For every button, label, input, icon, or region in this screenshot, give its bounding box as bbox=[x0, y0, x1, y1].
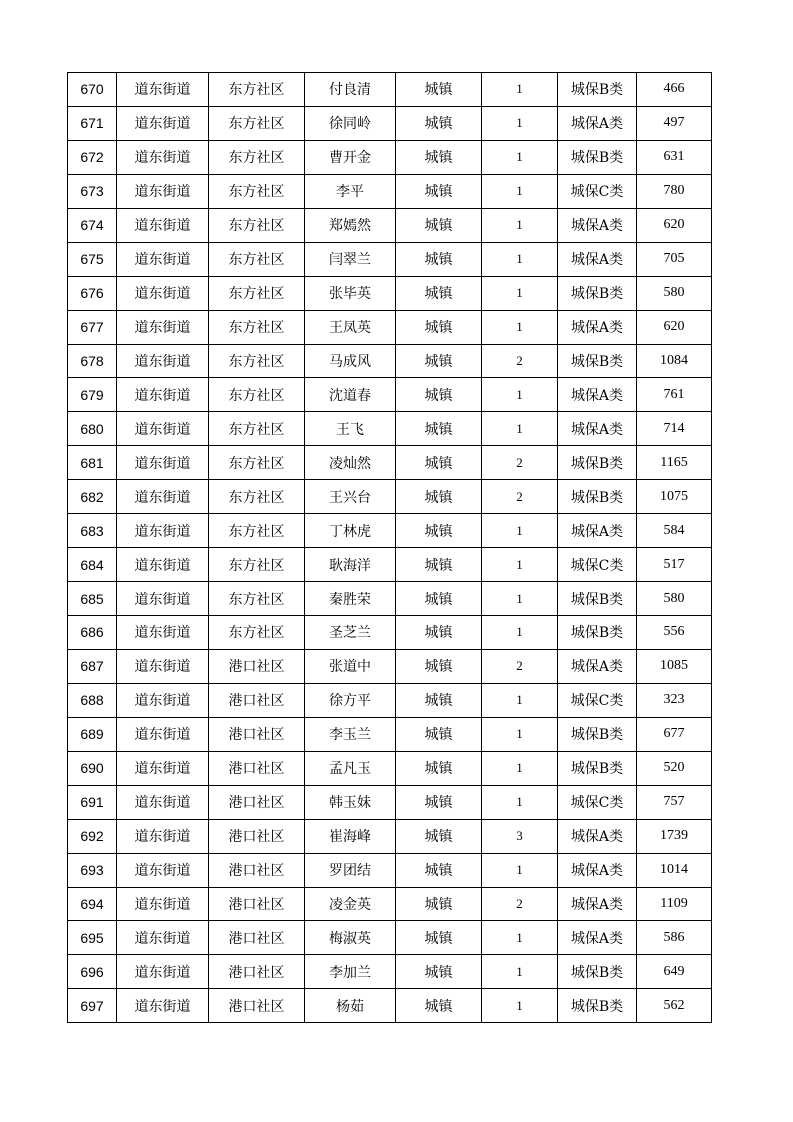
cell-community: 港口社区 bbox=[209, 751, 305, 785]
cell-category: 城保A类 bbox=[558, 242, 637, 276]
cell-serial-number: 680 bbox=[68, 412, 117, 446]
cell-category: 城保A类 bbox=[558, 921, 637, 955]
cell-residence-type: 城镇 bbox=[396, 921, 482, 955]
table-row bbox=[68, 73, 712, 107]
cell-household-count: 1 bbox=[482, 955, 558, 989]
cell-street: 道东街道 bbox=[117, 582, 209, 616]
cell-serial-number: 688 bbox=[68, 683, 117, 717]
cell-street: 道东街道 bbox=[117, 785, 209, 819]
cell-category: 城保A类 bbox=[558, 819, 637, 853]
cell-serial-number: 693 bbox=[68, 853, 117, 887]
table-row bbox=[68, 989, 712, 1023]
cell-category: 城保C类 bbox=[558, 174, 637, 208]
cell-household-count: 1 bbox=[482, 683, 558, 717]
assistance-roster-table bbox=[67, 72, 712, 1023]
cell-residence-type: 城镇 bbox=[396, 106, 482, 140]
cell-person-name: 梅淑英 bbox=[305, 921, 396, 955]
table-row bbox=[68, 887, 712, 921]
table-row bbox=[68, 446, 712, 480]
cell-category: 城保B类 bbox=[558, 616, 637, 650]
cell-community: 东方社区 bbox=[209, 73, 305, 107]
cell-household-count: 1 bbox=[482, 73, 558, 107]
cell-serial-number: 682 bbox=[68, 480, 117, 514]
cell-residence-type: 城镇 bbox=[396, 514, 482, 548]
cell-amount: 649 bbox=[637, 955, 712, 989]
cell-person-name: 郑嫣然 bbox=[305, 208, 396, 242]
cell-street: 道东街道 bbox=[117, 649, 209, 683]
cell-person-name: 秦胜荣 bbox=[305, 582, 396, 616]
cell-serial-number: 676 bbox=[68, 276, 117, 310]
table-row bbox=[68, 174, 712, 208]
cell-household-count: 1 bbox=[482, 174, 558, 208]
cell-community: 港口社区 bbox=[209, 853, 305, 887]
cell-household-count: 2 bbox=[482, 649, 558, 683]
cell-category: 城保B类 bbox=[558, 446, 637, 480]
cell-street: 道东街道 bbox=[117, 480, 209, 514]
cell-residence-type: 城镇 bbox=[396, 887, 482, 921]
cell-serial-number: 686 bbox=[68, 616, 117, 650]
cell-household-count: 2 bbox=[482, 480, 558, 514]
cell-person-name: 张毕英 bbox=[305, 276, 396, 310]
cell-street: 道东街道 bbox=[117, 819, 209, 853]
cell-residence-type: 城镇 bbox=[396, 649, 482, 683]
cell-category: 城保C类 bbox=[558, 683, 637, 717]
cell-community: 东方社区 bbox=[209, 378, 305, 412]
cell-person-name: 李加兰 bbox=[305, 955, 396, 989]
cell-person-name: 耿海洋 bbox=[305, 548, 396, 582]
cell-amount: 517 bbox=[637, 548, 712, 582]
cell-street: 道东街道 bbox=[117, 683, 209, 717]
cell-street: 道东街道 bbox=[117, 616, 209, 650]
cell-residence-type: 城镇 bbox=[396, 955, 482, 989]
cell-residence-type: 城镇 bbox=[396, 446, 482, 480]
cell-serial-number: 695 bbox=[68, 921, 117, 955]
cell-community: 东方社区 bbox=[209, 616, 305, 650]
cell-person-name: 王凤英 bbox=[305, 310, 396, 344]
table-row bbox=[68, 921, 712, 955]
cell-category: 城保B类 bbox=[558, 344, 637, 378]
cell-category: 城保A类 bbox=[558, 514, 637, 548]
cell-serial-number: 694 bbox=[68, 887, 117, 921]
cell-community: 港口社区 bbox=[209, 683, 305, 717]
cell-category: 城保C类 bbox=[558, 548, 637, 582]
cell-serial-number: 697 bbox=[68, 989, 117, 1023]
table-row bbox=[68, 310, 712, 344]
cell-person-name: 沈道春 bbox=[305, 378, 396, 412]
cell-serial-number: 679 bbox=[68, 378, 117, 412]
cell-community: 港口社区 bbox=[209, 785, 305, 819]
cell-household-count: 1 bbox=[482, 751, 558, 785]
table-row bbox=[68, 751, 712, 785]
cell-serial-number: 672 bbox=[68, 140, 117, 174]
cell-community: 东方社区 bbox=[209, 412, 305, 446]
table-row bbox=[68, 412, 712, 446]
cell-serial-number: 674 bbox=[68, 208, 117, 242]
cell-serial-number: 683 bbox=[68, 514, 117, 548]
cell-amount: 580 bbox=[637, 582, 712, 616]
cell-residence-type: 城镇 bbox=[396, 140, 482, 174]
cell-serial-number: 670 bbox=[68, 73, 117, 107]
cell-street: 道东街道 bbox=[117, 242, 209, 276]
cell-community: 东方社区 bbox=[209, 208, 305, 242]
cell-person-name: 罗团结 bbox=[305, 853, 396, 887]
cell-amount: 705 bbox=[637, 242, 712, 276]
cell-category: 城保A类 bbox=[558, 412, 637, 446]
cell-street: 道东街道 bbox=[117, 989, 209, 1023]
cell-community: 港口社区 bbox=[209, 887, 305, 921]
cell-street: 道东街道 bbox=[117, 955, 209, 989]
cell-residence-type: 城镇 bbox=[396, 582, 482, 616]
cell-category: 城保A类 bbox=[558, 208, 637, 242]
cell-household-count: 1 bbox=[482, 582, 558, 616]
cell-street: 道东街道 bbox=[117, 174, 209, 208]
roster-body bbox=[68, 73, 712, 1023]
cell-street: 道东街道 bbox=[117, 344, 209, 378]
cell-serial-number: 690 bbox=[68, 751, 117, 785]
cell-category: 城保C类 bbox=[558, 785, 637, 819]
cell-person-name: 马成风 bbox=[305, 344, 396, 378]
cell-street: 道东街道 bbox=[117, 73, 209, 107]
cell-household-count: 1 bbox=[482, 548, 558, 582]
cell-household-count: 1 bbox=[482, 616, 558, 650]
cell-street: 道东街道 bbox=[117, 378, 209, 412]
cell-residence-type: 城镇 bbox=[396, 683, 482, 717]
cell-street: 道东街道 bbox=[117, 887, 209, 921]
cell-residence-type: 城镇 bbox=[396, 344, 482, 378]
cell-serial-number: 696 bbox=[68, 955, 117, 989]
table-row bbox=[68, 582, 712, 616]
cell-amount: 556 bbox=[637, 616, 712, 650]
cell-community: 东方社区 bbox=[209, 242, 305, 276]
cell-residence-type: 城镇 bbox=[396, 412, 482, 446]
cell-community: 东方社区 bbox=[209, 514, 305, 548]
table-row bbox=[68, 819, 712, 853]
table-row bbox=[68, 853, 712, 887]
cell-residence-type: 城镇 bbox=[396, 785, 482, 819]
cell-person-name: 徐方平 bbox=[305, 683, 396, 717]
cell-amount: 1075 bbox=[637, 480, 712, 514]
cell-person-name: 徐同岭 bbox=[305, 106, 396, 140]
cell-household-count: 1 bbox=[482, 921, 558, 955]
cell-street: 道东街道 bbox=[117, 310, 209, 344]
cell-amount: 761 bbox=[637, 378, 712, 412]
cell-amount: 677 bbox=[637, 717, 712, 751]
cell-household-count: 2 bbox=[482, 446, 558, 480]
cell-person-name: 丁林虎 bbox=[305, 514, 396, 548]
cell-street: 道东街道 bbox=[117, 717, 209, 751]
cell-serial-number: 687 bbox=[68, 649, 117, 683]
cell-category: 城保A类 bbox=[558, 649, 637, 683]
cell-community: 东方社区 bbox=[209, 582, 305, 616]
cell-community: 港口社区 bbox=[209, 955, 305, 989]
cell-amount: 1165 bbox=[637, 446, 712, 480]
cell-serial-number: 681 bbox=[68, 446, 117, 480]
cell-street: 道东街道 bbox=[117, 208, 209, 242]
table-row bbox=[68, 649, 712, 683]
cell-amount: 780 bbox=[637, 174, 712, 208]
cell-category: 城保B类 bbox=[558, 751, 637, 785]
cell-residence-type: 城镇 bbox=[396, 208, 482, 242]
cell-residence-type: 城镇 bbox=[396, 989, 482, 1023]
cell-amount: 1014 bbox=[637, 853, 712, 887]
cell-residence-type: 城镇 bbox=[396, 276, 482, 310]
cell-category: 城保B类 bbox=[558, 73, 637, 107]
cell-household-count: 2 bbox=[482, 344, 558, 378]
cell-serial-number: 673 bbox=[68, 174, 117, 208]
cell-household-count: 1 bbox=[482, 276, 558, 310]
cell-residence-type: 城镇 bbox=[396, 242, 482, 276]
table-row bbox=[68, 717, 712, 751]
cell-serial-number: 675 bbox=[68, 242, 117, 276]
cell-household-count: 1 bbox=[482, 785, 558, 819]
cell-serial-number: 678 bbox=[68, 344, 117, 378]
cell-community: 港口社区 bbox=[209, 717, 305, 751]
cell-amount: 466 bbox=[637, 73, 712, 107]
cell-person-name: 凌灿然 bbox=[305, 446, 396, 480]
cell-household-count: 1 bbox=[482, 514, 558, 548]
cell-category: 城保A类 bbox=[558, 310, 637, 344]
cell-person-name: 王兴台 bbox=[305, 480, 396, 514]
cell-amount: 620 bbox=[637, 208, 712, 242]
cell-residence-type: 城镇 bbox=[396, 73, 482, 107]
cell-community: 东方社区 bbox=[209, 276, 305, 310]
cell-household-count: 1 bbox=[482, 378, 558, 412]
cell-community: 东方社区 bbox=[209, 344, 305, 378]
cell-category: 城保B类 bbox=[558, 480, 637, 514]
cell-household-count: 1 bbox=[482, 140, 558, 174]
cell-person-name: 王飞 bbox=[305, 412, 396, 446]
cell-community: 港口社区 bbox=[209, 989, 305, 1023]
cell-person-name: 曹开金 bbox=[305, 140, 396, 174]
cell-street: 道东街道 bbox=[117, 514, 209, 548]
cell-person-name: 孟凡玉 bbox=[305, 751, 396, 785]
cell-category: 城保B类 bbox=[558, 276, 637, 310]
cell-community: 东方社区 bbox=[209, 106, 305, 140]
cell-person-name: 崔海峰 bbox=[305, 819, 396, 853]
cell-amount: 497 bbox=[637, 106, 712, 140]
cell-street: 道东街道 bbox=[117, 412, 209, 446]
cell-person-name: 李平 bbox=[305, 174, 396, 208]
table-row bbox=[68, 683, 712, 717]
cell-household-count: 3 bbox=[482, 819, 558, 853]
cell-community: 东方社区 bbox=[209, 480, 305, 514]
cell-street: 道东街道 bbox=[117, 921, 209, 955]
cell-community: 东方社区 bbox=[209, 548, 305, 582]
cell-category: 城保A类 bbox=[558, 887, 637, 921]
table-row bbox=[68, 480, 712, 514]
cell-person-name: 李玉兰 bbox=[305, 717, 396, 751]
cell-household-count: 1 bbox=[482, 310, 558, 344]
cell-person-name: 凌金英 bbox=[305, 887, 396, 921]
table-row bbox=[68, 785, 712, 819]
table-row bbox=[68, 140, 712, 174]
table-row bbox=[68, 548, 712, 582]
cell-street: 道东街道 bbox=[117, 446, 209, 480]
cell-person-name: 张道中 bbox=[305, 649, 396, 683]
cell-person-name: 杨茹 bbox=[305, 989, 396, 1023]
cell-residence-type: 城镇 bbox=[396, 751, 482, 785]
cell-household-count: 1 bbox=[482, 208, 558, 242]
cell-amount: 1084 bbox=[637, 344, 712, 378]
table-row bbox=[68, 955, 712, 989]
cell-community: 港口社区 bbox=[209, 649, 305, 683]
cell-amount: 714 bbox=[637, 412, 712, 446]
cell-person-name: 闫翠兰 bbox=[305, 242, 396, 276]
cell-residence-type: 城镇 bbox=[396, 853, 482, 887]
cell-amount: 562 bbox=[637, 989, 712, 1023]
cell-amount: 1085 bbox=[637, 649, 712, 683]
cell-serial-number: 692 bbox=[68, 819, 117, 853]
cell-amount: 620 bbox=[637, 310, 712, 344]
cell-community: 港口社区 bbox=[209, 921, 305, 955]
cell-household-count: 2 bbox=[482, 887, 558, 921]
cell-person-name: 韩玉妹 bbox=[305, 785, 396, 819]
cell-amount: 1109 bbox=[637, 887, 712, 921]
cell-category: 城保B类 bbox=[558, 140, 637, 174]
cell-residence-type: 城镇 bbox=[396, 174, 482, 208]
cell-category: 城保A类 bbox=[558, 378, 637, 412]
cell-category: 城保B类 bbox=[558, 989, 637, 1023]
table-row bbox=[68, 616, 712, 650]
cell-residence-type: 城镇 bbox=[396, 616, 482, 650]
cell-person-name: 付良清 bbox=[305, 73, 396, 107]
cell-community: 东方社区 bbox=[209, 310, 305, 344]
cell-category: 城保A类 bbox=[558, 106, 637, 140]
table-row bbox=[68, 242, 712, 276]
cell-serial-number: 689 bbox=[68, 717, 117, 751]
cell-street: 道东街道 bbox=[117, 751, 209, 785]
cell-household-count: 1 bbox=[482, 853, 558, 887]
cell-residence-type: 城镇 bbox=[396, 310, 482, 344]
cell-residence-type: 城镇 bbox=[396, 548, 482, 582]
cell-household-count: 1 bbox=[482, 989, 558, 1023]
cell-serial-number: 685 bbox=[68, 582, 117, 616]
cell-street: 道东街道 bbox=[117, 853, 209, 887]
cell-residence-type: 城镇 bbox=[396, 480, 482, 514]
table-row bbox=[68, 378, 712, 412]
cell-street: 道东街道 bbox=[117, 106, 209, 140]
cell-street: 道东街道 bbox=[117, 140, 209, 174]
cell-household-count: 1 bbox=[482, 717, 558, 751]
cell-amount: 1739 bbox=[637, 819, 712, 853]
cell-category: 城保B类 bbox=[558, 582, 637, 616]
cell-community: 东方社区 bbox=[209, 140, 305, 174]
cell-amount: 631 bbox=[637, 140, 712, 174]
cell-community: 东方社区 bbox=[209, 174, 305, 208]
cell-category: 城保A类 bbox=[558, 853, 637, 887]
cell-community: 东方社区 bbox=[209, 446, 305, 480]
cell-amount: 586 bbox=[637, 921, 712, 955]
cell-serial-number: 677 bbox=[68, 310, 117, 344]
cell-serial-number: 691 bbox=[68, 785, 117, 819]
cell-category: 城保B类 bbox=[558, 717, 637, 751]
table-row bbox=[68, 106, 712, 140]
cell-person-name: 圣芝兰 bbox=[305, 616, 396, 650]
cell-amount: 757 bbox=[637, 785, 712, 819]
cell-residence-type: 城镇 bbox=[396, 378, 482, 412]
cell-amount: 520 bbox=[637, 751, 712, 785]
cell-amount: 584 bbox=[637, 514, 712, 548]
cell-community: 港口社区 bbox=[209, 819, 305, 853]
cell-amount: 323 bbox=[637, 683, 712, 717]
cell-household-count: 1 bbox=[482, 242, 558, 276]
cell-category: 城保B类 bbox=[558, 955, 637, 989]
table-row bbox=[68, 276, 712, 310]
cell-amount: 580 bbox=[637, 276, 712, 310]
cell-residence-type: 城镇 bbox=[396, 819, 482, 853]
cell-serial-number: 684 bbox=[68, 548, 117, 582]
cell-residence-type: 城镇 bbox=[396, 717, 482, 751]
cell-serial-number: 671 bbox=[68, 106, 117, 140]
table-row bbox=[68, 344, 712, 378]
table-row bbox=[68, 514, 712, 548]
cell-street: 道东街道 bbox=[117, 276, 209, 310]
cell-household-count: 1 bbox=[482, 412, 558, 446]
table-row bbox=[68, 208, 712, 242]
cell-street: 道东街道 bbox=[117, 548, 209, 582]
cell-household-count: 1 bbox=[482, 106, 558, 140]
